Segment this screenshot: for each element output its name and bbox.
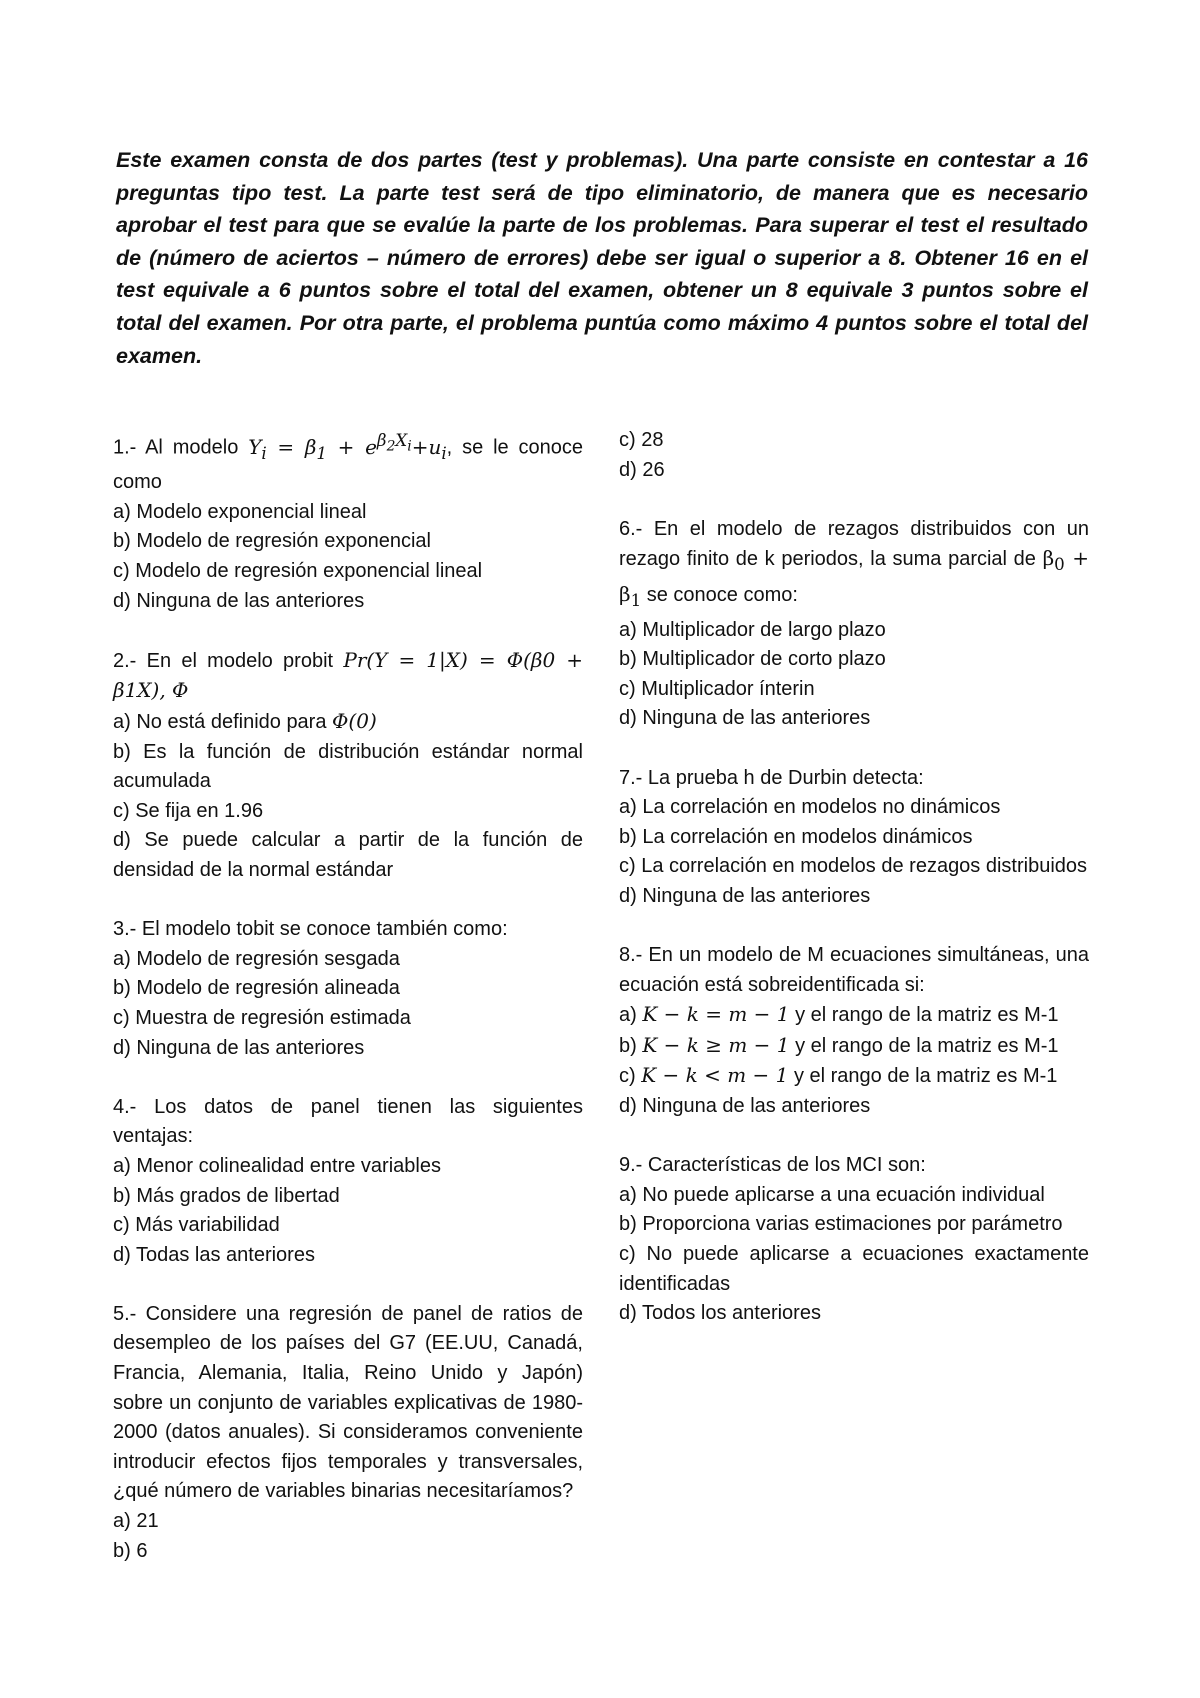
option-d[interactable]: d) Ninguna de las anteriores — [113, 1036, 365, 1059]
question-7 — [619, 764, 1089, 912]
option-c[interactable]: c) No puede aplicarse a ecuaciones exactamente identificadas — [619, 1243, 1089, 1295]
question-6-formula: $\beta_0 + \beta_1$ — [619, 546, 1089, 610]
option-c[interactable]: c) Se fija en 1.96 — [113, 799, 264, 822]
question-5 — [113, 1300, 583, 1566]
option-b[interactable]: b) Modelo de regresión alineada — [113, 977, 400, 1000]
question-4 — [113, 1093, 583, 1271]
option-c[interactable]: c) Muestra de regresión estimada — [113, 1006, 411, 1029]
question-1 — [113, 426, 583, 616]
option-b[interactable]: b) 6 — [113, 1539, 148, 1562]
option-a[interactable]: a) Modelo de regresión sesgada — [113, 947, 400, 970]
option-c[interactable]: c) La correlación en modelos de rezagos distribuidos — [619, 855, 1088, 878]
option-a[interactable]: a) Multiplicador de largo plazo — [619, 618, 886, 641]
question-5-continued — [619, 426, 1089, 485]
question-6 — [619, 515, 1089, 734]
option-b[interactable]: b) Más grados de libertad — [113, 1184, 340, 1207]
left-column — [113, 426, 583, 1596]
question-6-stem: 6.- En el modelo de rezagos distribuidos con un rezago finito de k periodos, la suma parcial de $\beta_0 + \beta_1$ se conoce como: — [619, 517, 1089, 610]
exam-instructions: Este examen consta de dos partes (test y problemas). Una parte consiste en contestar a 16 preguntas tipo test. La parte test será de tipo eliminatorio, de manera que es necesario aprobar el test para que se evalúe la parte de los problemas. Para superar el test el resultado de (número de aciertos – número de errores) debe ser igual o superior a 8. Obtener 16 en el test equivale a 6 puntos sobre el total del examen, obtener un 8 equivale 3 puntos sobre el total del examen. Por otra parte, el problema puntúa como máximo 4 puntos sobre el total del examen. — [116, 148, 1088, 368]
question-3 — [113, 915, 583, 1063]
option-b[interactable]: b) K − k ≥ m − 1 y el rango de la matriz es M-1 — [619, 1032, 1059, 1057]
question-5-stem: 5.- Considere una regresión de panel de ratios de desempleo de los países del G7 (EE.UU, Canadá, Francia, Alemania, Italia, Reino Unido y Japón) sobre un conjunto de variables explicativas de 1980-2000 (datos anuales). Si consideramos conveniente introducir efectos fijos temporales y transversales, ¿qué número de variables binarias necesitaríamos? — [113, 1302, 583, 1503]
option-d[interactable]: d) Ninguna de las anteriores — [113, 589, 365, 612]
question-7-stem: 7.- La prueba h de Durbin detecta: — [619, 766, 924, 789]
option-c[interactable]: c) 28 — [619, 429, 664, 451]
question-1-stem: 1.- Al modelo $Y_i = \beta_1 + e^{\beta_2X_i}+u_i$, se le conoce como — [113, 431, 583, 494]
right-column — [619, 426, 1089, 1358]
question-4-stem: 4.- Los datos de panel tienen las siguientes ventajas: — [113, 1095, 583, 1148]
option-a[interactable]: a) La correlación en modelos no dinámicos — [619, 796, 1001, 819]
option-d[interactable]: d) Ninguna de las anteriores — [619, 884, 871, 907]
option-d[interactable]: d) Ninguna de las anteriores — [619, 1095, 871, 1118]
option-d[interactable]: d) Todos los anteriores — [619, 1302, 821, 1325]
option-a[interactable]: a) Menor colinealidad entre variables — [113, 1154, 441, 1177]
option-c[interactable]: c) K − k < m − 1 y el rango de la matriz es M-1 — [619, 1063, 1058, 1088]
option-b[interactable]: b) Proporciona varias estimaciones por parámetro — [619, 1213, 1063, 1236]
option-b[interactable]: b) La correlación en modelos dinámicos — [619, 825, 973, 848]
option-d[interactable]: d) Ninguna de las anteriores — [619, 707, 871, 730]
option-a[interactable]: a) 21 — [113, 1510, 159, 1533]
question-2 — [113, 646, 583, 886]
question-3-stem: 3.- El modelo tobit se conoce también como: — [113, 918, 508, 941]
option-a[interactable]: a) K − k = m − 1 y el rango de la matriz es M-1 — [619, 1002, 1059, 1027]
question-1-formula: $Y_i = \beta_1 + e^{\beta_2X_i}+u_i$ — [248, 431, 447, 463]
option-b[interactable]: b) Multiplicador de corto plazo — [619, 648, 886, 671]
option-b[interactable]: b) Modelo de regresión exponencial — [113, 530, 431, 553]
question-9 — [619, 1151, 1089, 1329]
option-d[interactable]: d) Todas las anteriores — [113, 1243, 315, 1266]
option-c[interactable]: c) Modelo de regresión exponencial lineal — [113, 560, 483, 583]
option-d[interactable]: d) Se puede calcular a partir de la función de densidad de la normal estándar — [113, 829, 583, 881]
question-2-formula: Pr(Y = 1|X) = Φ(β0 + β1X), Φ — [113, 647, 584, 703]
question-9-stem: 9.- Características de los MCI son: — [619, 1154, 926, 1177]
option-d[interactable]: d) 26 — [619, 458, 665, 481]
option-a[interactable]: a) Modelo exponencial lineal — [113, 500, 367, 523]
question-8 — [619, 941, 1089, 1122]
option-c[interactable]: c) Más variabilidad — [113, 1214, 280, 1237]
question-8-stem: 8.- En un modelo de M ecuaciones simultáneas, una ecuación está sobreidentificada si: — [619, 944, 1089, 996]
option-a[interactable]: a) No está definido para Φ(0) — [113, 709, 377, 733]
option-c[interactable]: c) Multiplicador ínterin — [619, 677, 815, 700]
option-b[interactable]: b) Es la función de distribución estándar normal acumulada — [113, 740, 583, 793]
question-2-stem: 2.- En el modelo probit Pr(Y = 1|X) = Φ(β0 + β1X), Φ — [113, 647, 584, 703]
option-a[interactable]: a) No puede aplicarse a una ecuación individual — [619, 1183, 1045, 1206]
